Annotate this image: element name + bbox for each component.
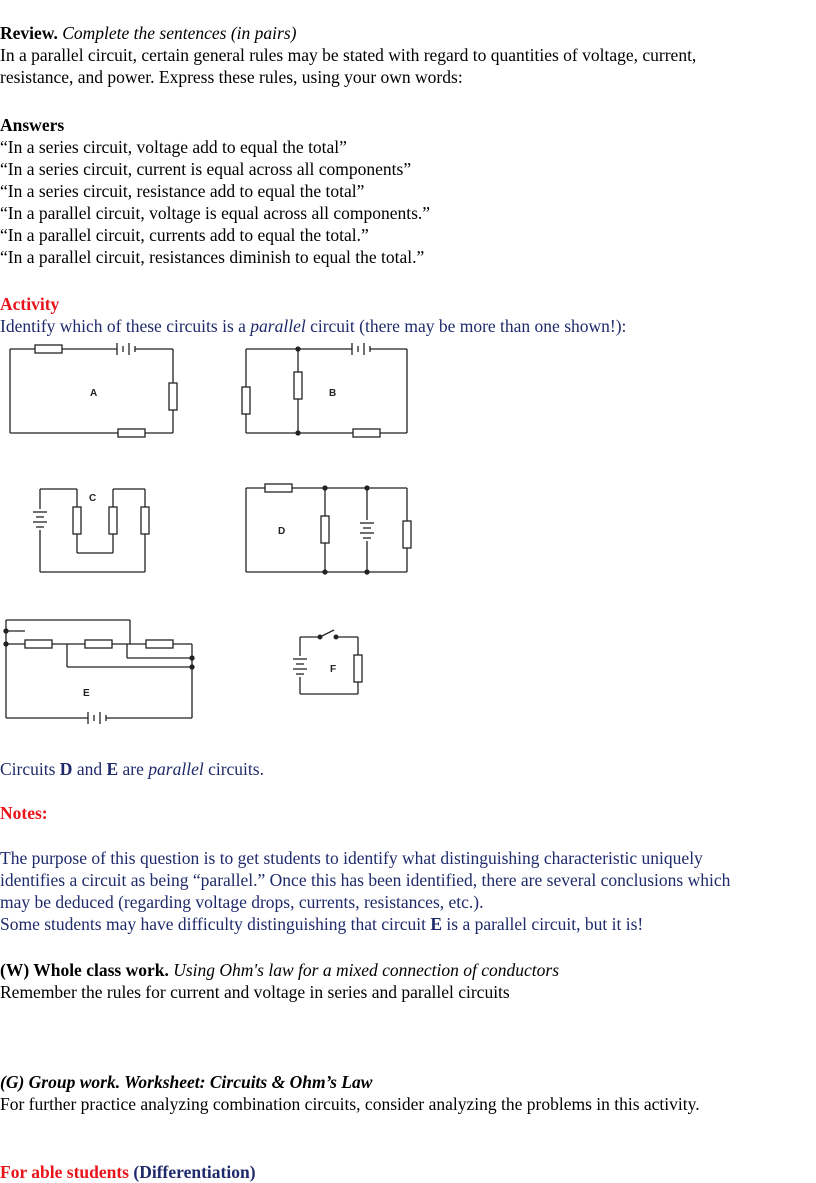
notes-line4 [0,913,816,935]
answer-item: “In a parallel circuit, voltage is equal across all components.” [0,203,431,223]
circuit-f-label: F [330,664,337,675]
whole-class-heading: (W) Whole class work. [0,960,169,980]
activity-prompt-pre: Identify which of these circuits is a [0,316,251,336]
circuit-c [33,489,149,572]
circuit-e [4,620,194,724]
circuit-a-label: A [90,388,98,399]
activity-section [0,293,816,337]
circuit-f [293,630,362,694]
result-post: circuits. [203,759,264,779]
activity-prompt-em: parallel [250,316,306,336]
activity-prompt [0,315,816,337]
review-text-line2: resistance, and power. Express these rules, using your own words: [0,67,463,87]
result-line [0,758,816,780]
answer-item: “In a series circuit, voltage add to equal the total” [0,137,347,157]
circuit-b-label: B [329,388,337,399]
group-heading: (G) Group work. Worksheet: Circuits & Ohm’s Law [0,1072,373,1092]
answers-heading: Answers [0,115,65,135]
circuit-d [246,484,411,574]
notes-line4-pre: Some students may have difficulty distinguishing that circuit [0,914,431,934]
result-pre: Circuits [0,759,60,779]
answer-item: “In a series circuit, current is equal across all components” [0,159,412,179]
review-instruction: Complete the sentences (in pairs) [62,23,297,43]
notes-line2: identifies a circuit as being “parallel.” Once this has been identified, there are several conclusions which [0,870,731,890]
result-and: and [72,759,107,779]
answer-item: “In a series circuit, resistance add to equal the total” [0,181,365,201]
able-heading: For able students [0,1162,129,1182]
result-em: parallel [148,759,204,779]
review-section [0,22,816,88]
answer-item: “In a parallel circuit, currents add to equal the total.” [0,225,369,245]
notes-line1: The purpose of this question is to get students to identify what distinguishing characteristic uniquely [0,848,703,868]
activity-prompt-post: circuit (there may be more than one shown!): [305,316,627,336]
result-e: E [106,759,119,779]
review-text-line1: In a parallel circuit, certain general rules may be stated with regard to quantities of voltage, current, [0,45,697,65]
notes-line4-post: is a parallel circuit, but it is! [442,914,644,934]
able-section [0,1161,816,1183]
notes-heading-block [0,802,816,824]
circuit-b [242,343,407,437]
notes-heading: Notes: [0,803,48,823]
activity-heading: Activity [0,294,60,314]
circuit-c-label: C [89,493,97,504]
result-are: are [118,759,149,779]
group-section [0,1071,816,1115]
answer-item: “In a parallel circuit, resistances diminish to equal the total.” [0,247,425,267]
whole-class-title: Using Ohm's law for a mixed connection of conductors [173,960,560,980]
answers-section [0,114,816,268]
circuit-d-label: D [278,526,286,537]
group-text: For further practice analyzing combination circuits, consider analyzing the problems in this activity. [0,1094,700,1114]
notes-line3: may be deduced (regarding voltage drops, currents, resistances, etc.). [0,892,484,912]
notes-line4-bold: E [430,914,443,934]
review-heading: Review. [0,23,58,43]
whole-class-section [0,959,816,1003]
able-tag: (Differentiation) [133,1162,256,1182]
whole-class-text: Remember the rules for current and voltage in series and parallel circuits [0,982,510,1002]
circuit-e-label: E [83,688,90,699]
circuit-a [10,343,177,437]
result-d: D [59,759,73,779]
notes-body [0,847,816,935]
